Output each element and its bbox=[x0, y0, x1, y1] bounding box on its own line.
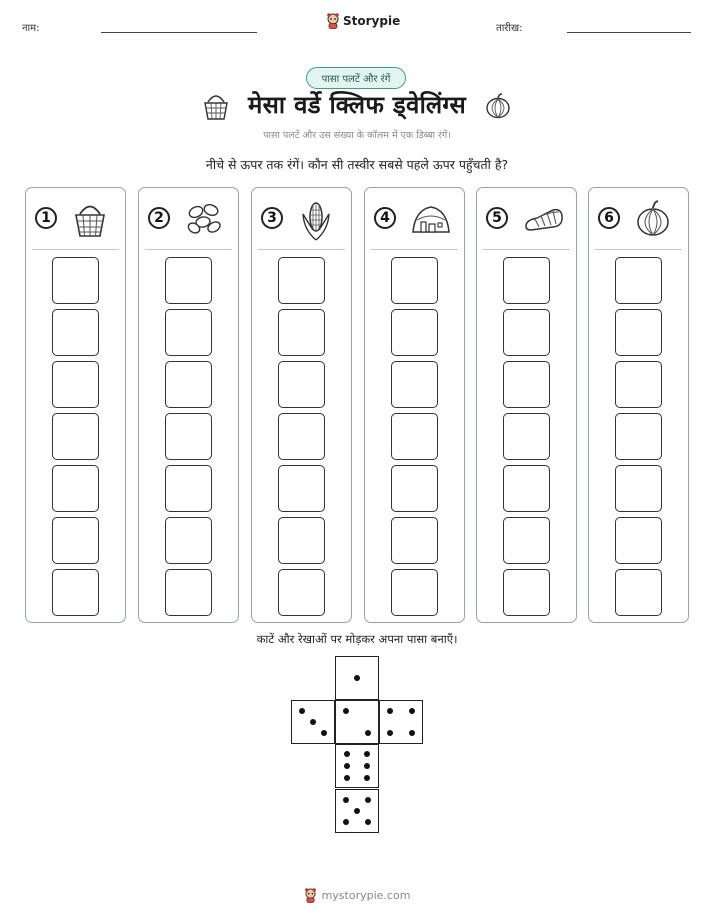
color-box[interactable] bbox=[615, 569, 662, 616]
color-box[interactable] bbox=[391, 465, 438, 512]
color-box[interactable] bbox=[52, 569, 99, 616]
color-box[interactable] bbox=[165, 309, 212, 356]
brand-logo bbox=[326, 13, 400, 29]
color-box[interactable] bbox=[165, 569, 212, 616]
column-2 bbox=[138, 187, 239, 623]
color-box[interactable] bbox=[52, 257, 99, 304]
pill-label: पासा पलटें और रंगें bbox=[306, 67, 406, 89]
column-6 bbox=[588, 187, 689, 623]
color-box[interactable] bbox=[503, 413, 550, 460]
color-box[interactable] bbox=[165, 361, 212, 408]
color-box[interactable] bbox=[52, 517, 99, 564]
color-box[interactable] bbox=[165, 465, 212, 512]
dice-face-1 bbox=[335, 656, 379, 700]
name-label: नाम: bbox=[22, 23, 40, 34]
column-divider bbox=[483, 249, 570, 250]
color-box[interactable] bbox=[165, 257, 212, 304]
color-box[interactable] bbox=[52, 309, 99, 356]
color-box[interactable] bbox=[391, 361, 438, 408]
color-box[interactable] bbox=[391, 517, 438, 564]
column-number: 5 bbox=[486, 207, 508, 229]
color-box[interactable] bbox=[391, 413, 438, 460]
color-box[interactable] bbox=[503, 517, 550, 564]
dice-face-6 bbox=[335, 744, 379, 788]
color-box[interactable] bbox=[503, 569, 550, 616]
color-box[interactable] bbox=[52, 361, 99, 408]
date-label: तारीख: bbox=[496, 23, 523, 34]
column-number: 6 bbox=[598, 207, 620, 229]
sandal-icon bbox=[523, 200, 565, 234]
date-line bbox=[567, 32, 691, 33]
column-divider bbox=[32, 249, 119, 250]
column-number: 4 bbox=[374, 207, 396, 229]
pumpkin-icon bbox=[635, 200, 671, 238]
color-box[interactable] bbox=[391, 257, 438, 304]
color-box[interactable] bbox=[503, 257, 550, 304]
mascot-icon bbox=[304, 888, 317, 903]
column-divider bbox=[258, 249, 345, 250]
name-line bbox=[101, 32, 257, 33]
color-box[interactable] bbox=[615, 413, 662, 460]
color-box[interactable] bbox=[165, 517, 212, 564]
column-divider bbox=[145, 249, 232, 250]
color-box[interactable] bbox=[615, 517, 662, 564]
beans-icon bbox=[185, 200, 223, 238]
column-divider bbox=[371, 249, 458, 250]
dice-face-3 bbox=[291, 700, 335, 744]
color-box[interactable] bbox=[503, 361, 550, 408]
page-title: मेसा वर्डे क्लिफ ड्वेलिंग्स bbox=[248, 91, 466, 119]
page-footer bbox=[0, 888, 714, 903]
color-box[interactable] bbox=[503, 309, 550, 356]
cut-instruction: काटें और रेखाओं पर मोड़कर अपना पासा बनाएँ। bbox=[256, 632, 458, 646]
color-box[interactable] bbox=[278, 569, 325, 616]
color-box[interactable] bbox=[615, 361, 662, 408]
basket-icon bbox=[72, 200, 108, 240]
color-box[interactable] bbox=[615, 309, 662, 356]
color-box[interactable] bbox=[615, 465, 662, 512]
color-box[interactable] bbox=[391, 569, 438, 616]
column-divider bbox=[595, 249, 682, 250]
column-4 bbox=[364, 187, 465, 623]
brand-name: Storypie bbox=[343, 14, 401, 28]
color-box[interactable] bbox=[278, 361, 325, 408]
cliff-dwelling-icon bbox=[411, 200, 451, 236]
subtitle: पासा पलटें और उस संख्या के कॉलम में एक डिब्बा रंगें। bbox=[263, 130, 451, 141]
color-box[interactable] bbox=[503, 465, 550, 512]
footer-url[interactable]: mystorypie.com bbox=[321, 889, 411, 902]
column-5 bbox=[476, 187, 577, 623]
dice-face-2 bbox=[335, 700, 379, 744]
color-box[interactable] bbox=[52, 465, 99, 512]
dice-face-4 bbox=[379, 700, 423, 744]
column-number: 1 bbox=[35, 207, 57, 229]
corn-icon bbox=[298, 200, 334, 242]
instruction: नीचे से ऊपर तक रंगें। कौन सी तस्वीर सबसे पहले ऊपर पहुँचती है? bbox=[205, 157, 509, 172]
color-box[interactable] bbox=[278, 517, 325, 564]
color-box[interactable] bbox=[52, 413, 99, 460]
color-box[interactable] bbox=[165, 413, 212, 460]
pumpkin-icon bbox=[484, 92, 512, 120]
mascot-icon bbox=[326, 13, 340, 29]
column-3 bbox=[251, 187, 352, 623]
color-box[interactable] bbox=[391, 309, 438, 356]
color-box[interactable] bbox=[278, 309, 325, 356]
column-number: 3 bbox=[261, 207, 283, 229]
color-box[interactable] bbox=[278, 465, 325, 512]
color-box[interactable] bbox=[615, 257, 662, 304]
color-box[interactable] bbox=[278, 413, 325, 460]
column-number: 2 bbox=[148, 207, 170, 229]
color-box[interactable] bbox=[278, 257, 325, 304]
column-1 bbox=[25, 187, 126, 623]
dice-face-5 bbox=[335, 789, 379, 833]
